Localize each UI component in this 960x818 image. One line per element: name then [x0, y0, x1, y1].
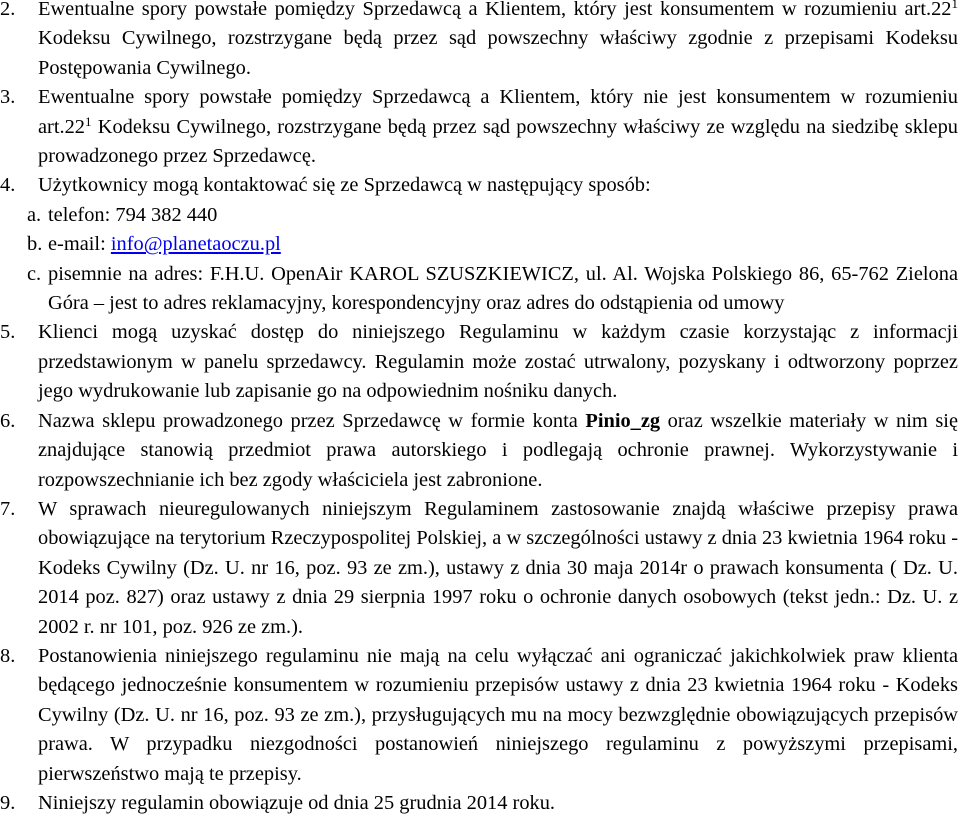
- item-number: 9.: [0, 791, 16, 814]
- item-number: 7.: [0, 497, 16, 520]
- superscript: 1: [85, 113, 92, 129]
- email-link[interactable]: info@planetaoczu.pl: [110, 233, 281, 256]
- item-number: 8.: [0, 644, 16, 667]
- list-item-6: [0, 407, 958, 495]
- item-number: 3.: [0, 86, 16, 109]
- address-text: pisemnie na adres: F.H.U. OpenAir KAROL SZUSZKIEWICZ, ul. Al. Wojska Polskiego 86, 65-762 Zielona Góra – jest to adres reklamacyjny, korespondencyjny oraz adres do odstąpienia od umowy: [48, 262, 958, 315]
- phone-text: telefon: 794 382 440: [48, 203, 218, 226]
- item-text: Niniejszy regulamin obowiązuje od dnia 25 grudnia 2014 roku.: [38, 791, 556, 814]
- sub-item-letter: a.: [27, 203, 42, 226]
- list-item-3: [0, 83, 958, 171]
- item-text: Ewentualne spory powstałe pomiędzy Sprzedawcą a Klientem, który jest konsumentem w rozumieniu art.22: [38, 0, 952, 20]
- item-text: W sprawach nieuregulowanych niniejszym Regulaminem zastosowanie znajdą właściwe przepisy prawa obowiązujące na terytorium Rzeczypospolitej Polskiej, a w szczególności ustawy z dnia 23 kwietnia 1964 roku - Kodeks Cywilny (Dz. U. nr 16, poz. 93 ze zm.), ustawy z dnia 30 maja 2014r o prawach konsumenta ( Dz. U. 2014 poz. 827) oraz ustawy z dnia 29 sierpnia 1997 roku o ochronie danych osobowych (tekst jedn.: Dz. U. z 2002 r. nr 101, poz. 926 ze zm.).: [38, 497, 958, 638]
- item-number: 2.: [0, 0, 16, 20]
- item-text: Kodeksu Cywilnego, rozstrzygane będą przez sąd powszechny właściwy zgodnie z przepisami Kodeksu Postępowania Cywilnego.: [38, 27, 958, 79]
- item-number: 5.: [0, 321, 16, 344]
- item-text: Ewentualne spory powstałe pomiędzy Sprzedawcą a Klientem, który nie jest konsumentem w rozumieniu art.22: [38, 86, 958, 138]
- sub-item-c: [0, 260, 958, 319]
- superscript: 1: [951, 0, 958, 11]
- list-item-4: [0, 171, 958, 200]
- list-item-2: [0, 0, 958, 83]
- sub-item-a: [0, 201, 958, 230]
- list-item-8: [0, 642, 958, 789]
- item-text: Użytkownicy mogą kontaktować się ze Sprzedawcą w następujący sposób:: [38, 174, 651, 197]
- email-label: e-mail:: [48, 233, 111, 256]
- item-text: Nazwa sklepu prowadzonego przez Sprzedawcę w formie konta: [38, 409, 586, 432]
- item-number: 6.: [0, 409, 16, 432]
- item-text: oraz wszelkie materiały w nim się znajdujące stanowią przedmiot prawa autorskiego i podlegają ochronie prawnej. Wykorzystywanie i rozpowszechnianie ich bez zgody właściciela jest zabronione.: [38, 409, 958, 491]
- item-number: 4.: [0, 174, 16, 197]
- list-item-7: [0, 495, 958, 642]
- item-text: Kodeksu Cywilnego, rozstrzygane będą przez sąd powszechny właściwy ze względu na siedzibę sklepu prowadzonego przez Sprzedawcę.: [38, 115, 958, 168]
- sub-item-b: [0, 230, 958, 259]
- list-item-9: [0, 789, 958, 818]
- list-item-5: [0, 318, 958, 406]
- sub-item-letter: c.: [27, 262, 42, 285]
- item-text: Klienci mogą uzyskać dostęp do niniejszego Regulaminu w każdym czasie korzystając z informacji przedstawionym w panelu sprzedawcy. Regulamin może zostać utrwalony, pozyskany i odtworzony poprzez jego wydrukowanie lub zapisanie go na odpowiednim nośniku danych.: [38, 321, 958, 403]
- shop-name: Pinio_zg: [585, 409, 661, 432]
- item-text: Postanowienia niniejszego regulaminu nie mają na celu wyłączać ani ograniczać jakichkolwiek praw klienta będącego jednocześnie konsumentem w rozumieniu przepisów ustawy z dnia 23 kwietnia 1964 roku - Kodeks Cywilny (Dz. U. nr 16, poz. 93 ze zm.), przysługujących mu na mocy bezwzględnie obowiązujących przepisów prawa. W przypadku niezgodności postanowień niniejszego regulaminu z powyższymi przepisami, pierwszeństwo mają te przepisy.: [38, 644, 958, 785]
- sub-item-letter: b.: [27, 233, 43, 256]
